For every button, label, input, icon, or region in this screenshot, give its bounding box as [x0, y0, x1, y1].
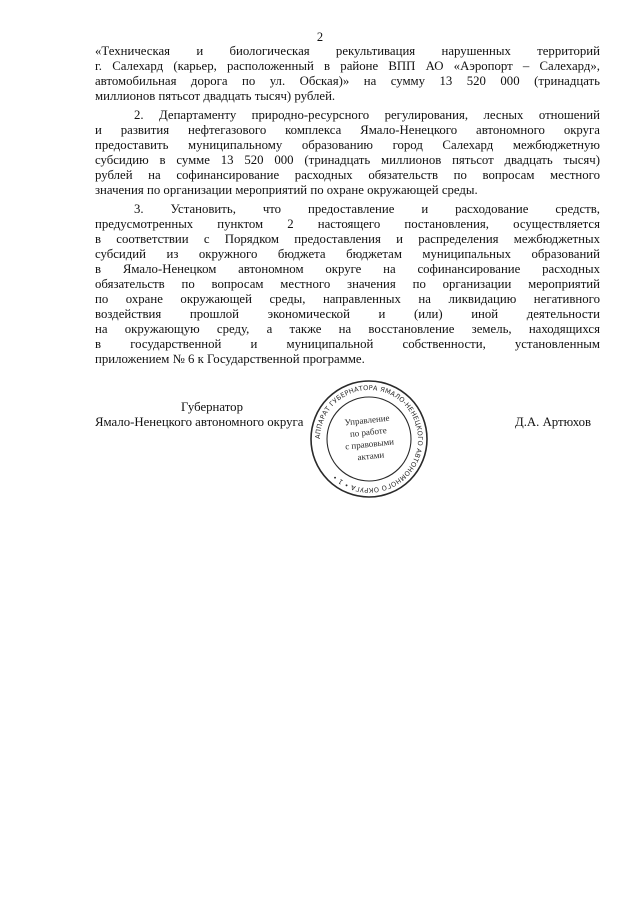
signature-name: Д.А. Артюхов	[515, 415, 592, 429]
paragraph-1-line-1: «Техническая и биологическая рекультивация нарушенных территорий	[95, 44, 600, 58]
seal-center-line-3: с правовыми	[344, 436, 395, 452]
paragraph-2-line-6: значения по организации мероприятий по охране окружающей среды.	[95, 183, 478, 197]
paragraph-3-line-8: воздействия прошлой экономической и (или) иной деятельности	[95, 307, 600, 321]
seal-center-line-4: актами	[356, 449, 385, 463]
paragraph-3-line-7: по охране окружающей среды, направленных на ликвидацию негативного	[95, 292, 600, 306]
paragraph-3-line-11: приложением № 6 к Государственной программе.	[95, 352, 365, 366]
paragraph-3-line-10: в государственной и муниципальной собственности, установленным	[95, 337, 600, 351]
official-seal-stamp	[308, 378, 430, 500]
paragraph-3-line-9: на окружающую среду, а также на восстановление земель, находящихся	[95, 322, 600, 336]
seal-center-line-1: Управление	[344, 412, 390, 428]
paragraph-3-line-2: предусмотренных пунктом 2 настоящего постановления, осуществляется	[95, 217, 600, 231]
paragraph-1-line-2: г. Салехард (карьер, расположенный в районе ВПП АО «Аэропорт – Салехард»,	[95, 59, 600, 73]
paragraph-3-line-5: в Ямало-Ненецком автономном округе на софинансирование расходных	[95, 262, 600, 276]
page-number: 2	[316, 30, 324, 44]
seal-center-line-2: по работе	[349, 425, 388, 439]
signature-title-line-1: Губернатор	[181, 400, 243, 414]
paragraph-2-line-3: предоставить муниципальному образованию город Салехард межбюджетную	[95, 138, 600, 152]
paragraph-2-line-1: 2. Департаменту природно-ресурсного регулирования, лесных отношений	[134, 108, 600, 122]
paragraph-3-line-4: субсидий из окружного бюджета бюджетам муниципальных образований	[95, 247, 600, 261]
seal-ring-text: АППАРАТ ГУБЕРНАТОРА ЯМАЛО-НЕНЕЦКОГО АВТОНОМНОГО ОКРУГА • 1 •	[313, 383, 425, 495]
signature-title-line-2: Ямало-Ненецкого автономного округа	[95, 415, 304, 429]
paragraph-1-line-4: миллионов пятьсот двадцать тысяч) рублей.	[95, 89, 336, 103]
paragraph-3-line-1: 3. Установить, что предоставление и расходование средств,	[134, 202, 600, 216]
paragraph-3-line-3: в соответствии с Порядком предоставления и распределения межбюджетных	[95, 232, 600, 246]
paragraph-3-line-6: обязательств по вопросам местного значения по организации мероприятий	[95, 277, 600, 291]
paragraph-2-line-4: субсидию в сумме 13 520 000 (тринадцать миллионов пятьсот двадцать тысяч)	[95, 153, 600, 167]
paragraph-2-line-5: рублей на софинансирование расходных обязательств по вопросам местного	[95, 168, 600, 182]
paragraph-1-line-3: автомобильная дорога по ул. Обская)» на сумму 13 520 000 (тринадцать	[95, 74, 600, 88]
paragraph-2-line-2: и развития нефтегазового комплекса Ямало-Ненецкого автономного округа	[95, 123, 600, 137]
